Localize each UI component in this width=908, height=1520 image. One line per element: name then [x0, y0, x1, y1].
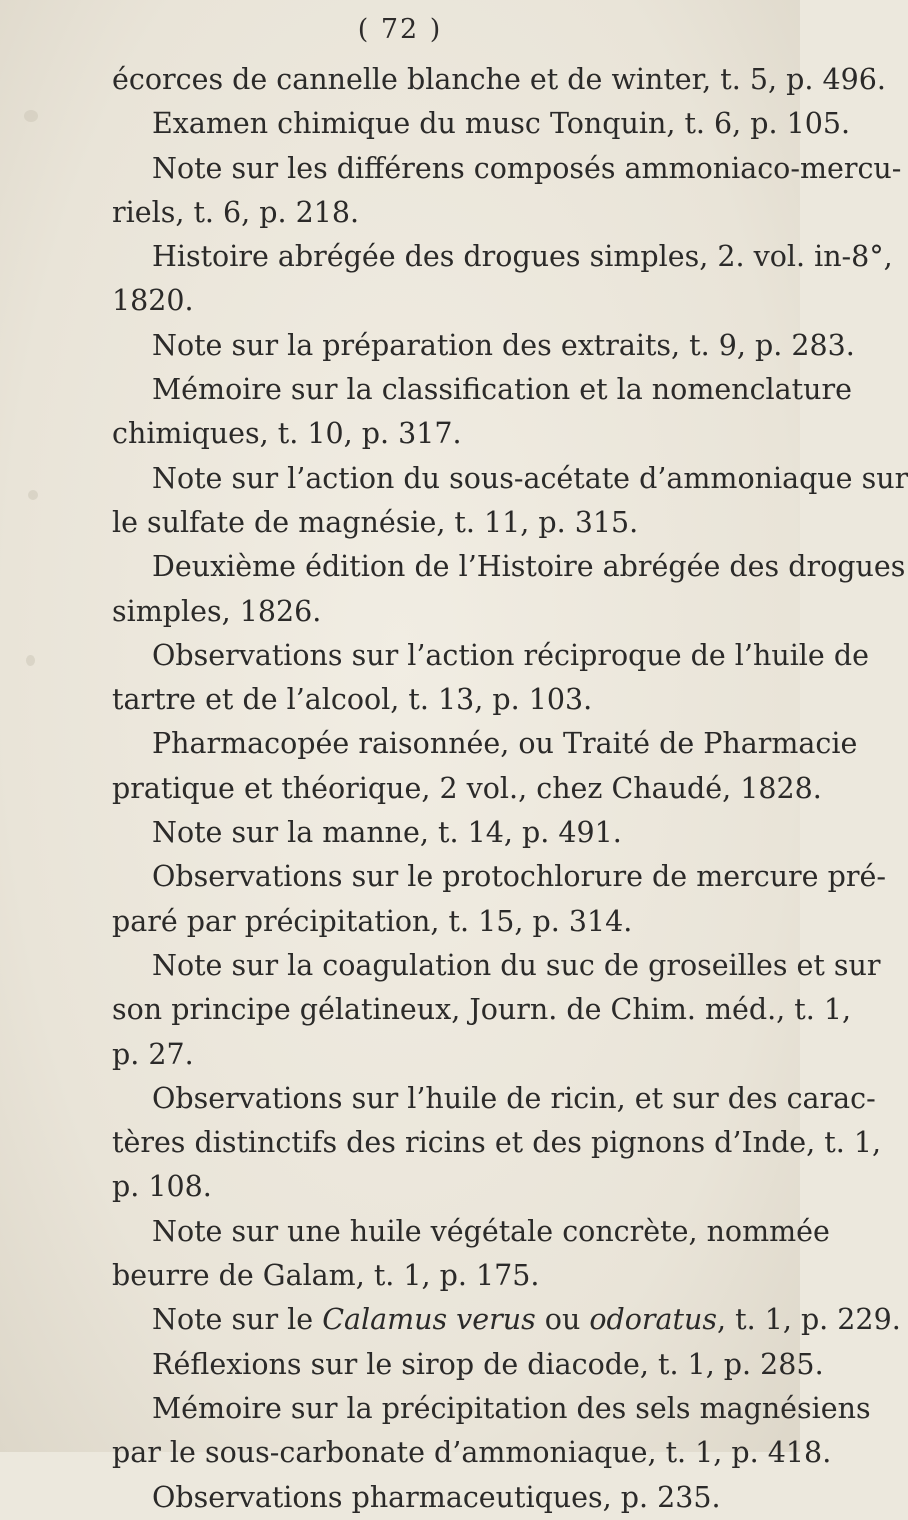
text-line	[112, 1298, 901, 1342]
text-line: Note sur l’action du sous-acétate d’ammoniaque sur	[152, 461, 908, 495]
text-line: beurre de Galam, t. 1, p. 175.	[112, 1259, 540, 1293]
italic-term: Calamus verus	[322, 1303, 536, 1337]
text-line: p. 108.	[112, 1170, 212, 1204]
text-segment: , t. 1, p. 229.	[717, 1303, 901, 1337]
text-line: paré par précipitation, t. 15, p. 314.	[112, 904, 633, 938]
text-line: Examen chimique du musc Tonquin, t. 6, p. 105.	[152, 107, 851, 141]
text-line: le sulfate de magnésie, t. 11, p. 315.	[112, 505, 639, 539]
text-line: Réflexions sur le sirop de diacode, t. 1, p. 285.	[152, 1347, 824, 1381]
text-line: Mémoire sur la précipitation des sels magnésiens	[152, 1391, 871, 1425]
text-segment: Note sur le	[152, 1303, 323, 1337]
text-line: chimiques, t. 10, p. 317.	[112, 417, 462, 451]
text-line: Note sur une huile végétale concrète, nommée	[152, 1214, 830, 1248]
text-line: Histoire abrégée des drogues simples, 2. vol. in-8°,	[152, 240, 893, 274]
text-line: écorces de cannelle blanche et de winter, t. 5, p. 496.	[112, 63, 886, 96]
text-line: Observations pharmaceutiques, p. 235.	[152, 1480, 721, 1514]
page-number: ( 72 )	[357, 14, 443, 45]
text-segment: ou	[535, 1303, 590, 1337]
text-line: 1820.	[112, 284, 194, 318]
text-line: Note sur les différens composés ammoniaco-mercu-	[152, 151, 902, 185]
text-line: Observations sur l’action réciproque de l’huile de	[152, 638, 869, 672]
text-line: riels, t. 6, p. 218.	[112, 195, 360, 229]
text-line: Mémoire sur la classification et la nomenclature	[152, 373, 852, 407]
text-line: Note sur la préparation des extraits, t. 9, p. 283.	[152, 328, 855, 362]
paper-stain	[28, 490, 38, 500]
paper-stain	[26, 655, 35, 666]
italic-term: odoratus	[589, 1303, 717, 1337]
text-line: Observations sur le protochlorure de mercure pré-	[152, 860, 886, 894]
text-line: par le sous-carbonate d’ammoniaque, t. 1, p. 418.	[112, 1436, 832, 1470]
text-line: Note sur la manne, t. 14, p. 491.	[152, 816, 622, 850]
text-line: Observations sur l’huile de ricin, et sur des carac-	[152, 1081, 876, 1115]
text-line: tartre et de l’alcool, t. 13, p. 103.	[112, 683, 593, 717]
text-line: son principe gélatineux, Journ. de Chim. méd., t. 1,	[112, 993, 852, 1027]
text-line: simples, 1826.	[112, 594, 322, 628]
bibliography-text	[112, 58, 908, 1520]
text-line: Note sur la coagulation du suc de groseilles et sur	[152, 948, 881, 982]
paper-stain	[24, 110, 38, 122]
text-line: p. 27.	[112, 1037, 194, 1071]
text-line: Pharmacopée raisonnée, ou Traité de Pharmacie	[152, 727, 858, 761]
text-line: tères distinctifs des ricins et des pignons d’Inde, t. 1,	[112, 1126, 882, 1160]
text-line: Deuxième édition de l’Histoire abrégée des drogues	[152, 550, 906, 584]
text-line: pratique et théorique, 2 vol., chez Chaudé, 1828.	[112, 771, 822, 805]
